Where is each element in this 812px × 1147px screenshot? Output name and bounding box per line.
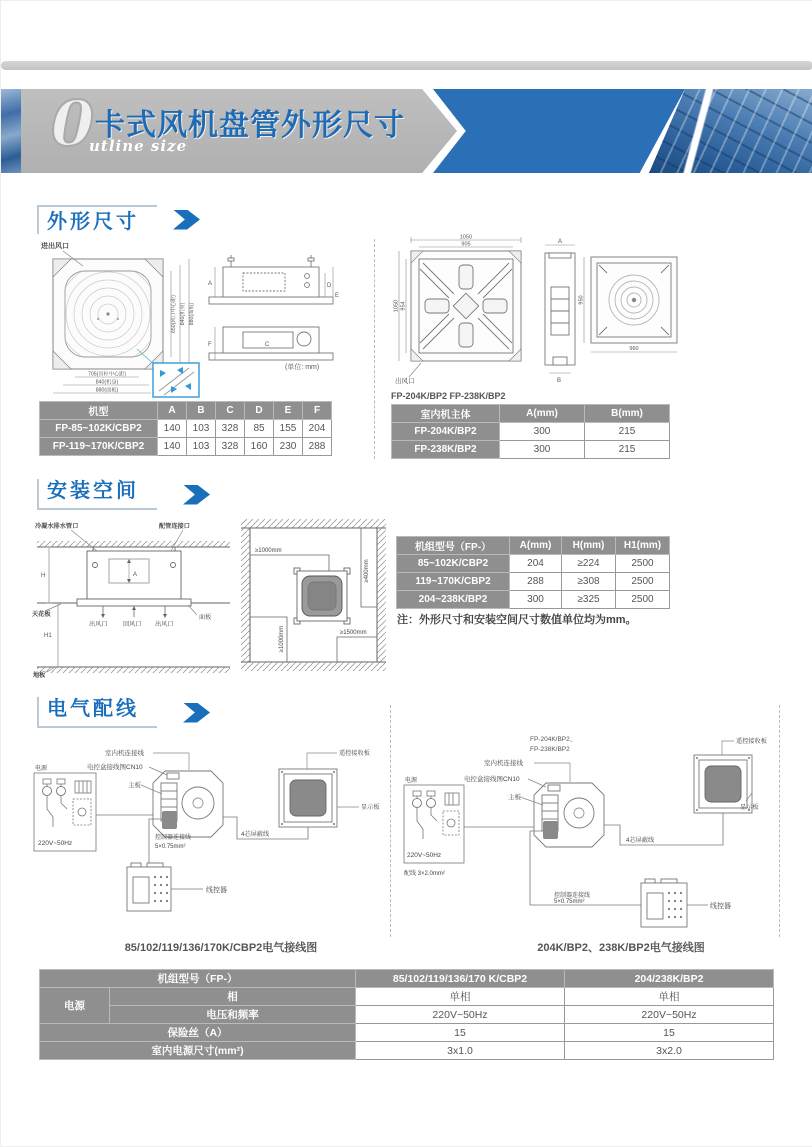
shield-wire-label: 4芯屏蔽线 [626,837,655,844]
svg-text:840(机身): 840(机身) [95,379,119,386]
display-label: 显示板 [740,804,759,811]
svg-text:室内机连接线: 室内机连接线 [484,760,523,767]
svg-text:1050: 1050 [459,234,473,241]
pipe-labels [35,522,190,530]
section-arrow-icon [183,485,210,505]
svg-text:FP-204K/BP2、: FP-204K/BP2、 [530,736,577,743]
svg-text:控制器连接线: 控制器连接线 [554,893,591,899]
svg-text:H1: H1 [44,633,52,639]
wired-controller [641,879,687,927]
svg-text:220V~50Hz: 220V~50Hz [38,840,73,847]
unit-top-view [294,568,350,624]
display-label: 显示板 [361,804,380,811]
page-title: 卡式风机盘管外形尺寸 [95,109,405,142]
svg-text:主板: 主板 [128,782,141,789]
table-row: 室内电源尺寸(mm²) 3x1.0 3x2.0 [40,1042,774,1060]
svg-text:H: H [41,573,46,579]
controller-label: 线控器 [710,903,731,910]
cassette-side-view-2 [209,327,333,360]
cassette-unit [279,769,337,827]
install-space-table [396,536,670,609]
svg-text:回风口: 回风口 [123,621,142,628]
top-divider-bar [1,61,812,70]
height-dim-labels [41,573,52,639]
dim-a-label: A [133,572,138,578]
section-arrow-icon [173,210,200,230]
floor-label: 地板 [33,672,46,679]
floor-hatch [37,667,230,673]
svg-text:电控盒接线图CN10: 电控盒接线图CN10 [464,776,520,783]
svg-text:配线 3×2.0mm²: 配线 3×2.0mm² [404,871,445,877]
section-title-wiring: 电气配线 [37,697,157,728]
section-install-header [37,479,210,510]
svg-text:705(吊杆中心距): 705(吊杆中心距) [87,371,127,378]
decorative-panel-view [411,251,521,361]
svg-text:220V~50Hz: 220V~50Hz [407,852,442,859]
table-header-row: 机组型号（FP-） A(mm) H(mm) H1(mm) [397,537,670,555]
svg-text:E: E [335,293,340,299]
outline-dim-table [39,401,332,456]
shield-wire-label: 4芯屏蔽线 [241,831,270,838]
table-row: FP-238K/BP2 300 215 [392,441,670,459]
svg-text:面板: 面板 [199,614,212,621]
svg-text:1050: 1050 [393,299,400,313]
section-title-install: 安装空间 [37,479,157,510]
table-row: FP-119~170K/CBP2 140 103 328 160 230 288 [40,438,332,456]
table-row: 119~170K/CBP2 288 ≥308 2500 [397,573,670,591]
cassette-front-view [53,259,163,369]
table-header-row: 机型 A B C D E F [40,402,332,420]
airflow-arrows [101,606,167,618]
right-drawing-caption: FP-204K/BP2 FP-238K/BP2 [391,391,506,401]
receiver-label: 遥控接收板 [339,750,370,757]
wiring-right-caption: 204K/BP2、238K/BP2电气接线图 [537,942,705,954]
unit-note-text: 注：外形尺寸和安装空间尺寸数值单位均为mm。 [397,614,637,626]
svg-text:A: A [208,281,213,287]
side-profile-view [545,245,575,373]
dashed-divider [390,705,391,937]
wiring-diagram-right [394,729,779,934]
model-note [530,736,576,753]
svg-text:主板: 主板 [508,794,521,801]
unit-top-view [584,257,677,352]
svg-text:5×0.75mm²: 5×0.75mm² [554,899,585,905]
section-arrow-icon [183,703,210,723]
dashed-divider [374,239,375,459]
table-row: FP-204K/BP2 300 215 [392,423,670,441]
unit-note: (单位: mm) [285,364,320,371]
cassette-side-view-1 [209,255,333,304]
section-title-outline: 外形尺寸 [37,205,157,234]
install-side-diagram [31,519,236,677]
section-wiring-header [37,697,210,728]
indoor-unit [534,783,604,847]
svg-text:≥1000mm: ≥1000mm [255,548,282,554]
table-row: FP-85~102K/CBP2 140 103 328 85 155 204 [40,420,332,438]
receiver-label: 遥控接收板 [736,738,767,745]
svg-text:出风口: 出风口 [155,621,174,628]
table-row: 保险丝（A） 15 15 [40,1024,774,1042]
table-header-row: 室内机主体 A(mm) B(mm) [392,405,670,423]
svg-text:B: B [557,378,562,384]
table-header-row: 机组型号（FP-） 85/102/119/136/170 K/CBP2 204/238K/BP2 [40,970,774,988]
table-row: 204~238K/BP2 300 ≥325 2500 [397,591,670,609]
outline-drawing-right [393,233,683,388]
banner-left-photo [1,89,21,173]
inlet-outlet-label: 进出风口 [41,243,69,250]
indoor-unit [153,771,223,837]
wired-controller [127,863,171,911]
svg-text:960: 960 [629,346,639,352]
svg-text:880(面板): 880(面板) [189,302,195,326]
cable-labels [554,891,590,905]
svg-text:5×0.75mm²: 5×0.75mm² [155,844,186,850]
page-subtitle: utline size [89,137,188,155]
svg-text:室内机连接线: 室内机连接线 [105,750,144,757]
svg-text:≥1000mm: ≥1000mm [279,625,285,653]
section-outline-header [37,205,200,234]
panel-area-labels [89,613,211,628]
svg-text:≥1500mm: ≥1500mm [340,630,367,636]
svg-text:冷凝水排水管口: 冷凝水排水管口 [35,523,79,530]
svg-text:880(面板): 880(面板) [95,387,119,394]
install-clearance-diagram [241,519,386,671]
svg-text:A: A [558,239,563,245]
svg-text:C: C [265,342,270,348]
svg-text:电控盒接线图CN10: 电控盒接线图CN10 [87,764,143,771]
electrical-spec-table [39,969,774,1060]
svg-text:FP-238K/BP2: FP-238K/BP2 [530,746,570,753]
svg-text:954: 954 [400,301,407,311]
svg-text:950: 950 [578,295,585,305]
unit-labels [464,758,524,801]
svg-text:配管连接口: 配管连接口 [159,523,190,530]
svg-text:F: F [208,342,212,348]
outline-drawing-left [39,239,339,399]
slab-hatch [37,541,230,547]
svg-text:650(风口中心距): 650(风口中心距) [171,294,177,334]
svg-text:电源: 电源 [405,778,418,784]
svg-text:≥400mm: ≥400mm [364,559,370,583]
svg-text:出风口: 出风口 [89,621,108,628]
table-row: 电源 相 单相 单相 [40,988,774,1006]
svg-text:电源: 电源 [35,766,48,772]
controller-label: 线控器 [206,887,227,894]
banner-blue-chevron [433,89,685,173]
outline-body-table [391,404,670,459]
cable-labels [155,833,191,850]
outlet-label: 出风口 [395,378,415,385]
svg-text:840(机身): 840(机身) [180,302,186,326]
svg-text:控制器连接线: 控制器连接线 [155,835,192,841]
svg-text:D: D [327,283,332,289]
ceiling-label: 天花板 [32,611,51,618]
table-row: 85~102K/CBP2 204 ≥224 2500 [397,555,670,573]
banner-big-letter: 0 [51,87,95,160]
wiring-diagram-left [31,739,386,931]
wiring-left-caption: 85/102/119/136/170K/CBP2电气接线图 [124,942,318,954]
table-row: 电压和频率 220V~50Hz 220V~50Hz [40,1006,774,1024]
dashed-divider [779,705,780,937]
svg-text:905: 905 [461,241,471,248]
